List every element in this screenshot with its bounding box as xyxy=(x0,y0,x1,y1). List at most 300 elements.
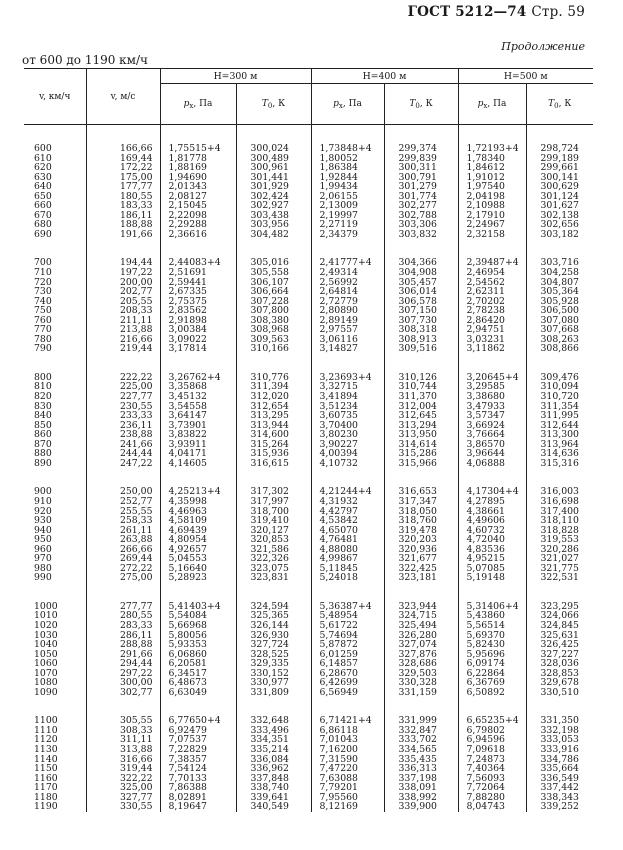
table-cell: 740 xyxy=(34,295,52,307)
table-cell: 3,45132 xyxy=(160,392,236,402)
table-row xyxy=(24,487,593,497)
table-cell: 1100 xyxy=(34,715,58,727)
table-row xyxy=(24,230,593,240)
table-cell: 313,964 xyxy=(526,440,593,450)
spacer-cell xyxy=(160,468,236,487)
table-cell: 310,126 xyxy=(384,373,458,383)
table-row xyxy=(24,344,593,354)
table-cell: 4,00394 xyxy=(311,449,384,459)
table-cell: 308,866 xyxy=(526,344,593,354)
table-cell: 336,549 xyxy=(526,774,593,784)
table-cell: 272,22 xyxy=(86,564,160,574)
table-cell: 312,020 xyxy=(236,392,311,402)
table-cell: 338,091 xyxy=(384,783,458,793)
table-cell: 322,22 xyxy=(86,774,160,784)
spacer-cell xyxy=(236,125,311,145)
table-row xyxy=(24,430,593,440)
table-cell: 5,54084 xyxy=(160,611,236,621)
table-cell: 331,999 xyxy=(384,716,458,726)
table-cell: 1,88169 xyxy=(160,163,236,173)
table-row xyxy=(24,535,593,545)
table-cell: 332,648 xyxy=(236,716,311,726)
table-cell: 630 xyxy=(34,171,52,183)
table-cell: 720 xyxy=(34,276,52,288)
table-cell: 316,66 xyxy=(86,755,160,765)
table-cell: 319,478 xyxy=(384,526,458,536)
table-cell: 244,44 xyxy=(86,449,160,459)
table-cell: 5,82430 xyxy=(458,640,526,650)
table-cell: 1090 xyxy=(34,686,58,698)
table-cell: 2,54562 xyxy=(458,278,526,288)
table-cell: 2,41777+4 xyxy=(311,258,384,268)
table-cell: 222,22 xyxy=(86,373,160,383)
spacer-cell xyxy=(24,354,86,373)
table-cell: 323,831 xyxy=(236,573,311,583)
table-cell: 1170 xyxy=(34,782,58,794)
table-cell: 183,33 xyxy=(86,201,160,211)
table-cell: 1,91012 xyxy=(458,173,526,183)
table-cell: 920 xyxy=(34,505,52,517)
table-cell: 3,11862 xyxy=(458,344,526,354)
table-cell: 304,366 xyxy=(384,258,458,268)
table-cell: 7,56093 xyxy=(458,774,526,784)
table-cell: 2,39487+4 xyxy=(458,258,526,268)
table-cell: 730 xyxy=(34,286,52,298)
table-cell: 338,992 xyxy=(384,793,458,803)
spacer-cell xyxy=(384,239,458,258)
table-cell: 6,48673 xyxy=(160,678,236,688)
table-cell: 303,306 xyxy=(384,220,458,230)
table-row xyxy=(24,449,593,459)
table-cell: 321,775 xyxy=(526,564,593,574)
table-cell: 186,11 xyxy=(86,211,160,221)
table-row xyxy=(24,421,593,431)
spacer-cell xyxy=(86,697,160,716)
col-header-v-kmh: v, км/ч xyxy=(24,69,86,125)
table-cell: 266,66 xyxy=(86,545,160,555)
table-cell: 321,027 xyxy=(526,554,593,564)
table-cell: 7,88280 xyxy=(458,793,526,803)
table-cell: 325,00 xyxy=(86,783,160,793)
table-cell: 2,83562 xyxy=(160,306,236,316)
table-cell: 5,11845 xyxy=(311,564,384,574)
col-header-p-400: $p_x$, Па xyxy=(311,84,384,125)
table-cell: 329,335 xyxy=(236,659,311,669)
spacer-cell xyxy=(384,468,458,487)
table-cell: 191,66 xyxy=(86,230,160,240)
table-cell: 3,83822 xyxy=(160,430,236,440)
table-cell: 7,24873 xyxy=(458,755,526,765)
table-cell: 2,97557 xyxy=(311,325,384,335)
table-cell: 6,42699 xyxy=(311,678,384,688)
table-cell: 323,944 xyxy=(384,602,458,612)
table-cell: 339,641 xyxy=(236,793,311,803)
table-cell: 4,35998 xyxy=(160,497,236,507)
table-cell: 4,10732 xyxy=(311,459,384,469)
table-cell: 219,44 xyxy=(86,344,160,354)
table-row xyxy=(24,688,593,698)
table-cell: 313,88 xyxy=(86,745,160,755)
spacer-cell xyxy=(384,125,458,145)
spacer-cell xyxy=(24,583,86,602)
table-cell: 323,295 xyxy=(526,602,593,612)
table-cell: 304,482 xyxy=(236,230,311,240)
table-cell: 300,141 xyxy=(526,173,593,183)
group-spacer xyxy=(24,697,593,716)
table-row xyxy=(24,802,593,812)
table-cell: 321,677 xyxy=(384,554,458,564)
table-cell: 6,50892 xyxy=(458,688,526,698)
table-row xyxy=(24,621,593,631)
table-row xyxy=(24,659,593,669)
table-cell: 2,67335 xyxy=(160,287,236,297)
table-row xyxy=(24,669,593,679)
table-cell: 7,54124 xyxy=(160,764,236,774)
table-cell: 311,394 xyxy=(236,382,311,392)
table-cell: 6,28670 xyxy=(311,669,384,679)
table-cell: 2,27119 xyxy=(311,220,384,230)
table-cell: 6,22864 xyxy=(458,669,526,679)
table-cell: 790 xyxy=(34,343,52,355)
table-cell: 298,724 xyxy=(526,144,593,154)
table-cell: 6,14857 xyxy=(311,659,384,669)
spacer-cell xyxy=(384,354,458,373)
table-cell: 280,55 xyxy=(86,611,160,621)
table-cell: 4,69439 xyxy=(160,526,236,536)
table-cell: 312,644 xyxy=(526,421,593,431)
table-row xyxy=(24,735,593,745)
table-cell: 7,86388 xyxy=(160,783,236,793)
group-spacer xyxy=(24,354,593,373)
table-cell: 2,64814 xyxy=(311,287,384,297)
table-cell: 1010 xyxy=(34,610,58,622)
table-cell: 2,80890 xyxy=(311,306,384,316)
table-cell: 208,33 xyxy=(86,306,160,316)
table-cell: 336,962 xyxy=(236,764,311,774)
table-cell: 300,00 xyxy=(86,678,160,688)
table-cell: 338,343 xyxy=(526,793,593,803)
table-cell: 328,525 xyxy=(236,650,311,660)
table-cell: 3,14827 xyxy=(311,344,384,354)
table-cell: 750 xyxy=(34,305,52,317)
col-header-h400: H=400 м xyxy=(311,69,458,84)
table-cell: 2,10988 xyxy=(458,201,526,211)
table-cell: 330,152 xyxy=(236,669,311,679)
table-cell: 840 xyxy=(34,410,52,422)
table-cell: 327,77 xyxy=(86,793,160,803)
table-cell: 7,22829 xyxy=(160,745,236,755)
table-row xyxy=(24,716,593,726)
table-cell: 320,853 xyxy=(236,535,311,545)
table-row xyxy=(24,764,593,774)
table-cell: 2,56992 xyxy=(311,278,384,288)
table-row xyxy=(24,726,593,736)
table-cell: 310,776 xyxy=(236,373,311,383)
table-cell: 230,55 xyxy=(86,402,160,412)
table-cell: 4,58109 xyxy=(160,516,236,526)
table-cell: 2,59441 xyxy=(160,278,236,288)
table-cell: 2,19997 xyxy=(311,211,384,221)
table-cell: 3,29585 xyxy=(458,382,526,392)
table-cell: 241,66 xyxy=(86,440,160,450)
spacer-cell xyxy=(458,583,526,602)
table-cell: 300,629 xyxy=(526,182,593,192)
table-cell: 610 xyxy=(34,152,52,164)
table-cell: 970 xyxy=(34,553,52,565)
table-cell: 4,25213+4 xyxy=(160,487,236,497)
table-cell: 620 xyxy=(34,162,52,174)
spacer-cell xyxy=(526,697,593,716)
table-cell: 1140 xyxy=(34,753,58,765)
table-cell: 306,500 xyxy=(526,306,593,316)
table-row xyxy=(24,411,593,421)
table-cell: 1080 xyxy=(34,677,58,689)
table-cell: 318,760 xyxy=(384,516,458,526)
table-cell: 305,928 xyxy=(526,297,593,307)
col-header-h300: H=300 м xyxy=(160,69,311,84)
spacer-cell xyxy=(236,468,311,487)
table-cell: 2,04198 xyxy=(458,192,526,202)
table-row xyxy=(24,144,593,154)
table-cell: 2,01343 xyxy=(160,182,236,192)
spacer-cell xyxy=(384,697,458,716)
table-cell: 261,11 xyxy=(86,526,160,536)
table-cell: 331,809 xyxy=(236,688,311,698)
table-cell: 250,00 xyxy=(86,487,160,497)
group-spacer xyxy=(24,125,593,145)
table-row xyxy=(24,316,593,326)
table-cell: 6,01259 xyxy=(311,650,384,660)
table-cell: 6,63049 xyxy=(160,688,236,698)
table-cell: 308,33 xyxy=(86,726,160,736)
table-cell: 299,661 xyxy=(526,163,593,173)
table-cell: 335,214 xyxy=(236,745,311,755)
table-cell: 304,258 xyxy=(526,268,593,278)
table-cell: 301,627 xyxy=(526,201,593,211)
table-cell: 7,07537 xyxy=(160,735,236,745)
table-cell: 680 xyxy=(34,219,52,231)
table-cell: 3,51234 xyxy=(311,402,384,412)
table-cell: 325,365 xyxy=(236,611,311,621)
table-cell: 3,93911 xyxy=(160,440,236,450)
table-cell: 302,424 xyxy=(236,192,311,202)
table-cell: 3,86570 xyxy=(458,440,526,450)
table-cell: 317,302 xyxy=(236,487,311,497)
table-cell: 1060 xyxy=(34,658,58,670)
col-header-v-ms: v, м/с xyxy=(86,69,160,125)
table-row xyxy=(24,211,593,221)
table-cell: 335,664 xyxy=(526,764,593,774)
table-cell: 320,203 xyxy=(384,535,458,545)
spacer-cell xyxy=(526,354,593,373)
table-row xyxy=(24,650,593,660)
table-cell: 3,20645+4 xyxy=(458,373,526,383)
table-cell: 301,774 xyxy=(384,192,458,202)
spacer-cell xyxy=(160,697,236,716)
table-cell: 331,159 xyxy=(384,688,458,698)
table-cell: 291,66 xyxy=(86,650,160,660)
table-cell: 7,09618 xyxy=(458,745,526,755)
table-row xyxy=(24,678,593,688)
table-cell: 3,41894 xyxy=(311,392,384,402)
table-cell: 770 xyxy=(34,324,52,336)
table-cell: 315,264 xyxy=(236,440,311,450)
table-cell: 6,36769 xyxy=(458,678,526,688)
table-cell: 211,11 xyxy=(86,316,160,326)
table-cell: 3,73901 xyxy=(160,421,236,431)
table-cell: 310,166 xyxy=(236,344,311,354)
table-cell: 1160 xyxy=(34,772,58,784)
table-row xyxy=(24,402,593,412)
table-cell: 269,44 xyxy=(86,554,160,564)
table-cell: 910 xyxy=(34,495,52,507)
table-cell: 4,14605 xyxy=(160,459,236,469)
table-cell: 5,04553 xyxy=(160,554,236,564)
table-cell: 4,95215 xyxy=(458,554,526,564)
group-spacer xyxy=(24,239,593,258)
table-cell: 236,11 xyxy=(86,421,160,431)
table-cell: 5,07085 xyxy=(458,564,526,574)
table-cell: 930 xyxy=(34,515,52,527)
table-row xyxy=(24,526,593,536)
table-cell: 1190 xyxy=(34,801,58,813)
spacer-cell xyxy=(160,239,236,258)
table-cell: 1030 xyxy=(34,629,58,641)
table-row xyxy=(24,163,593,173)
atmosphere-table xyxy=(24,68,593,812)
table-cell: 336,313 xyxy=(384,764,458,774)
table-cell: 327,876 xyxy=(384,650,458,660)
table-cell: 277,77 xyxy=(86,602,160,612)
table-cell: 1,75515+4 xyxy=(160,144,236,154)
table-cell: 3,23693+4 xyxy=(311,373,384,383)
table-row xyxy=(24,497,593,507)
spacer-cell xyxy=(160,354,236,373)
table-cell: 2,34379 xyxy=(311,230,384,240)
table-cell: 1,80052 xyxy=(311,154,384,164)
spacer-cell xyxy=(458,125,526,145)
table-cell: 307,150 xyxy=(384,306,458,316)
table-cell: 7,79201 xyxy=(311,783,384,793)
table-cell: 2,49314 xyxy=(311,268,384,278)
table-cell: 305,55 xyxy=(86,716,160,726)
table-cell: 2,91898 xyxy=(160,316,236,326)
standard-number: ГОСТ 5212—74 xyxy=(407,4,527,20)
table-cell: 294,44 xyxy=(86,659,160,669)
table-cell: 336,084 xyxy=(236,755,311,765)
spacer-cell xyxy=(24,125,86,145)
table-cell: 4,17304+4 xyxy=(458,487,526,497)
table-cell: 1,72193+4 xyxy=(458,144,526,154)
table-cell: 328,686 xyxy=(384,659,458,669)
spacer-cell xyxy=(526,239,593,258)
table-cell: 252,77 xyxy=(86,497,160,507)
table-cell: 311,995 xyxy=(526,411,593,421)
table-cell: 2,94751 xyxy=(458,325,526,335)
table-cell: 316,698 xyxy=(526,497,593,507)
table-row xyxy=(24,573,593,583)
table-row xyxy=(24,373,593,383)
table-cell: 306,664 xyxy=(236,287,311,297)
spacer-cell xyxy=(458,354,526,373)
table-cell: 8,04743 xyxy=(458,802,526,812)
table-cell: 3,47933 xyxy=(458,402,526,412)
table-cell: 4,49606 xyxy=(458,516,526,526)
table-row xyxy=(24,287,593,297)
table-cell: 1,78340 xyxy=(458,154,526,164)
table-cell: 3,57347 xyxy=(458,411,526,421)
table-cell: 323,181 xyxy=(384,573,458,583)
spacer-cell xyxy=(236,583,311,602)
table-cell: 4,99867 xyxy=(311,554,384,564)
table-row xyxy=(24,182,593,192)
col-header-p-300: $p_x$, Па xyxy=(160,84,236,125)
table-cell: 322,425 xyxy=(384,564,458,574)
table-cell: 338,740 xyxy=(236,783,311,793)
table-cell: 307,730 xyxy=(384,316,458,326)
table-cell: 2,70202 xyxy=(458,297,526,307)
table-cell: 7,38357 xyxy=(160,755,236,765)
table-cell: 6,09174 xyxy=(458,659,526,669)
table-cell: 325,631 xyxy=(526,631,593,641)
table-cell: 309,516 xyxy=(384,344,458,354)
table-cell: 307,080 xyxy=(526,316,593,326)
table-cell: 3,66924 xyxy=(458,421,526,431)
table-cell: 1050 xyxy=(34,648,58,660)
table-cell: 2,24967 xyxy=(458,220,526,230)
table-cell: 233,33 xyxy=(86,411,160,421)
spacer-cell xyxy=(311,697,384,716)
table-cell: 1,92844 xyxy=(311,173,384,183)
table-cell: 313,294 xyxy=(384,421,458,431)
table-cell: 1040 xyxy=(34,639,58,651)
table-cell: 255,55 xyxy=(86,507,160,517)
table-cell: 5,61722 xyxy=(311,621,384,631)
table-cell: 301,279 xyxy=(384,182,458,192)
table-cell: 4,04171 xyxy=(160,449,236,459)
table-cell: 314,614 xyxy=(384,440,458,450)
spacer-cell xyxy=(24,468,86,487)
table-cell: 2,44083+4 xyxy=(160,258,236,268)
table-cell: 288,88 xyxy=(86,640,160,650)
spacer-cell xyxy=(311,239,384,258)
table-cell: 7,47220 xyxy=(311,764,384,774)
table-cell: 326,144 xyxy=(236,621,311,631)
table-cell: 337,198 xyxy=(384,774,458,784)
table-row xyxy=(24,545,593,555)
table-cell: 1130 xyxy=(34,743,58,755)
table-cell: 1120 xyxy=(34,734,58,746)
table-cell: 322,531 xyxy=(526,573,593,583)
table-cell: 327,074 xyxy=(384,640,458,650)
table-cell: 900 xyxy=(34,486,52,498)
table-cell: 310,094 xyxy=(526,382,593,392)
table-cell: 225,00 xyxy=(86,382,160,392)
table-cell: 2,51691 xyxy=(160,268,236,278)
table-cell: 316,653 xyxy=(384,487,458,497)
table-cell: 307,228 xyxy=(236,297,311,307)
table-cell: 760 xyxy=(34,314,52,326)
table-cell: 820 xyxy=(34,391,52,403)
table-cell: 312,004 xyxy=(384,402,458,412)
table-cell: 300,024 xyxy=(236,144,311,154)
table-cell: 304,807 xyxy=(526,278,593,288)
table-row xyxy=(24,554,593,564)
table-cell: 324,845 xyxy=(526,621,593,631)
table-cell: 700 xyxy=(34,257,52,269)
spacer-cell xyxy=(24,239,86,258)
table-cell: 4,21244+4 xyxy=(311,487,384,497)
